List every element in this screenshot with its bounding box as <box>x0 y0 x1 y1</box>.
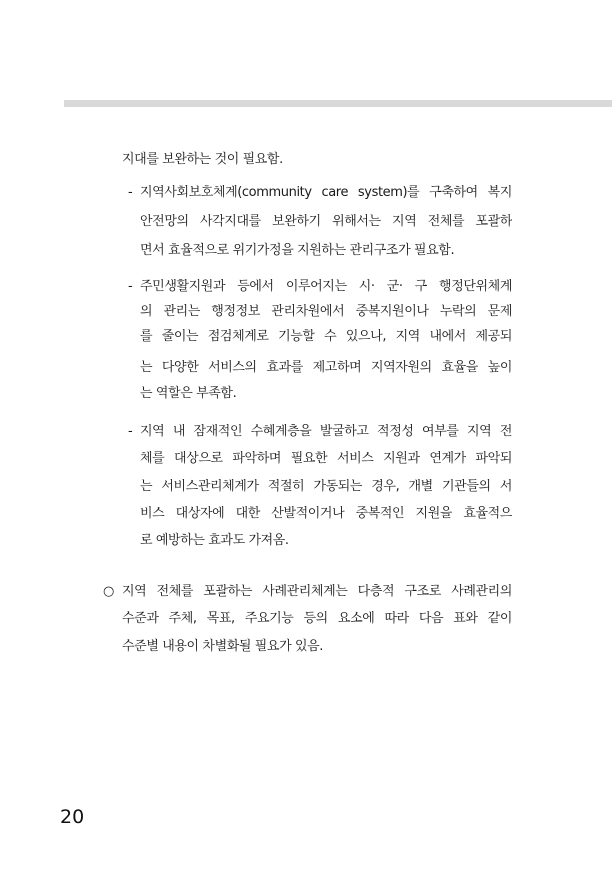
bullet-3-line-3: 는 서비스관리체계가 적절히 가동되는 경우, 개별 기관들의 서 <box>140 479 512 494</box>
bullet-1-line-3: 면서 효율적으로 위기가정을 지원하는 관리구조가 필요함. <box>140 243 455 258</box>
circle-marker: ○ <box>103 584 115 599</box>
page-number: 20 <box>60 806 85 828</box>
bullet-3-line-5: 로 예방하는 효과도 가져옴. <box>140 533 289 548</box>
bullet-2-line-4: 는 다양한 서비스의 효과를 제고하며 지역자원의 효율을 높이 <box>140 360 512 375</box>
circle-item-line-2: 수준과 주체, 목표, 주요기능 등의 요소에 따라 다음 표와 같이 <box>122 611 512 626</box>
bullet-3-line-1: 지역 내 잠재적인 수혜계층을 발굴하고 적정성 여부를 지역 전 <box>140 424 512 439</box>
bullet-2-line-5: 는 역할은 부족함. <box>140 386 237 401</box>
dash-marker-1: - <box>128 185 133 200</box>
circle-item-line-1: 지역 전체를 포괄하는 사례관리체계는 다층적 구조로 사례관리의 <box>122 584 512 599</box>
dash-marker-2: - <box>128 279 133 294</box>
bullet-2-line-1: 주민생활지원과 등에서 이루어지는 시· 군· 구 행정단위체계 <box>140 279 512 294</box>
dash-marker-3: - <box>128 424 133 439</box>
bullet-1-line-1: 지역사회보호체계(community care system)를 구축하여 복지 <box>140 185 512 200</box>
bullet-2-line-3: 를 줄이는 점검체계로 기능할 수 있으나, 지역 내에서 제공되 <box>140 329 512 344</box>
intro-line: 지대를 보완하는 것이 필요함. <box>122 152 283 167</box>
bullet-1-line-2: 안전망의 사각지대를 보완하기 위해서는 지역 전체를 포괄하 <box>140 214 512 229</box>
header-rule <box>64 100 612 107</box>
bullet-3-line-2: 체를 대상으로 파악하며 필요한 서비스 지원과 연계가 파악되 <box>140 451 512 466</box>
circle-item-line-3: 수준별 내용이 차별화될 필요가 있음. <box>122 639 324 654</box>
bullet-3-line-4: 비스 대상자에 대한 산발적이거나 중복적인 지원을 효율적으 <box>140 506 512 521</box>
bullet-2-line-2: 의 관리는 행정정보 관리차원에서 중복지원이나 누락의 문제 <box>140 304 512 319</box>
